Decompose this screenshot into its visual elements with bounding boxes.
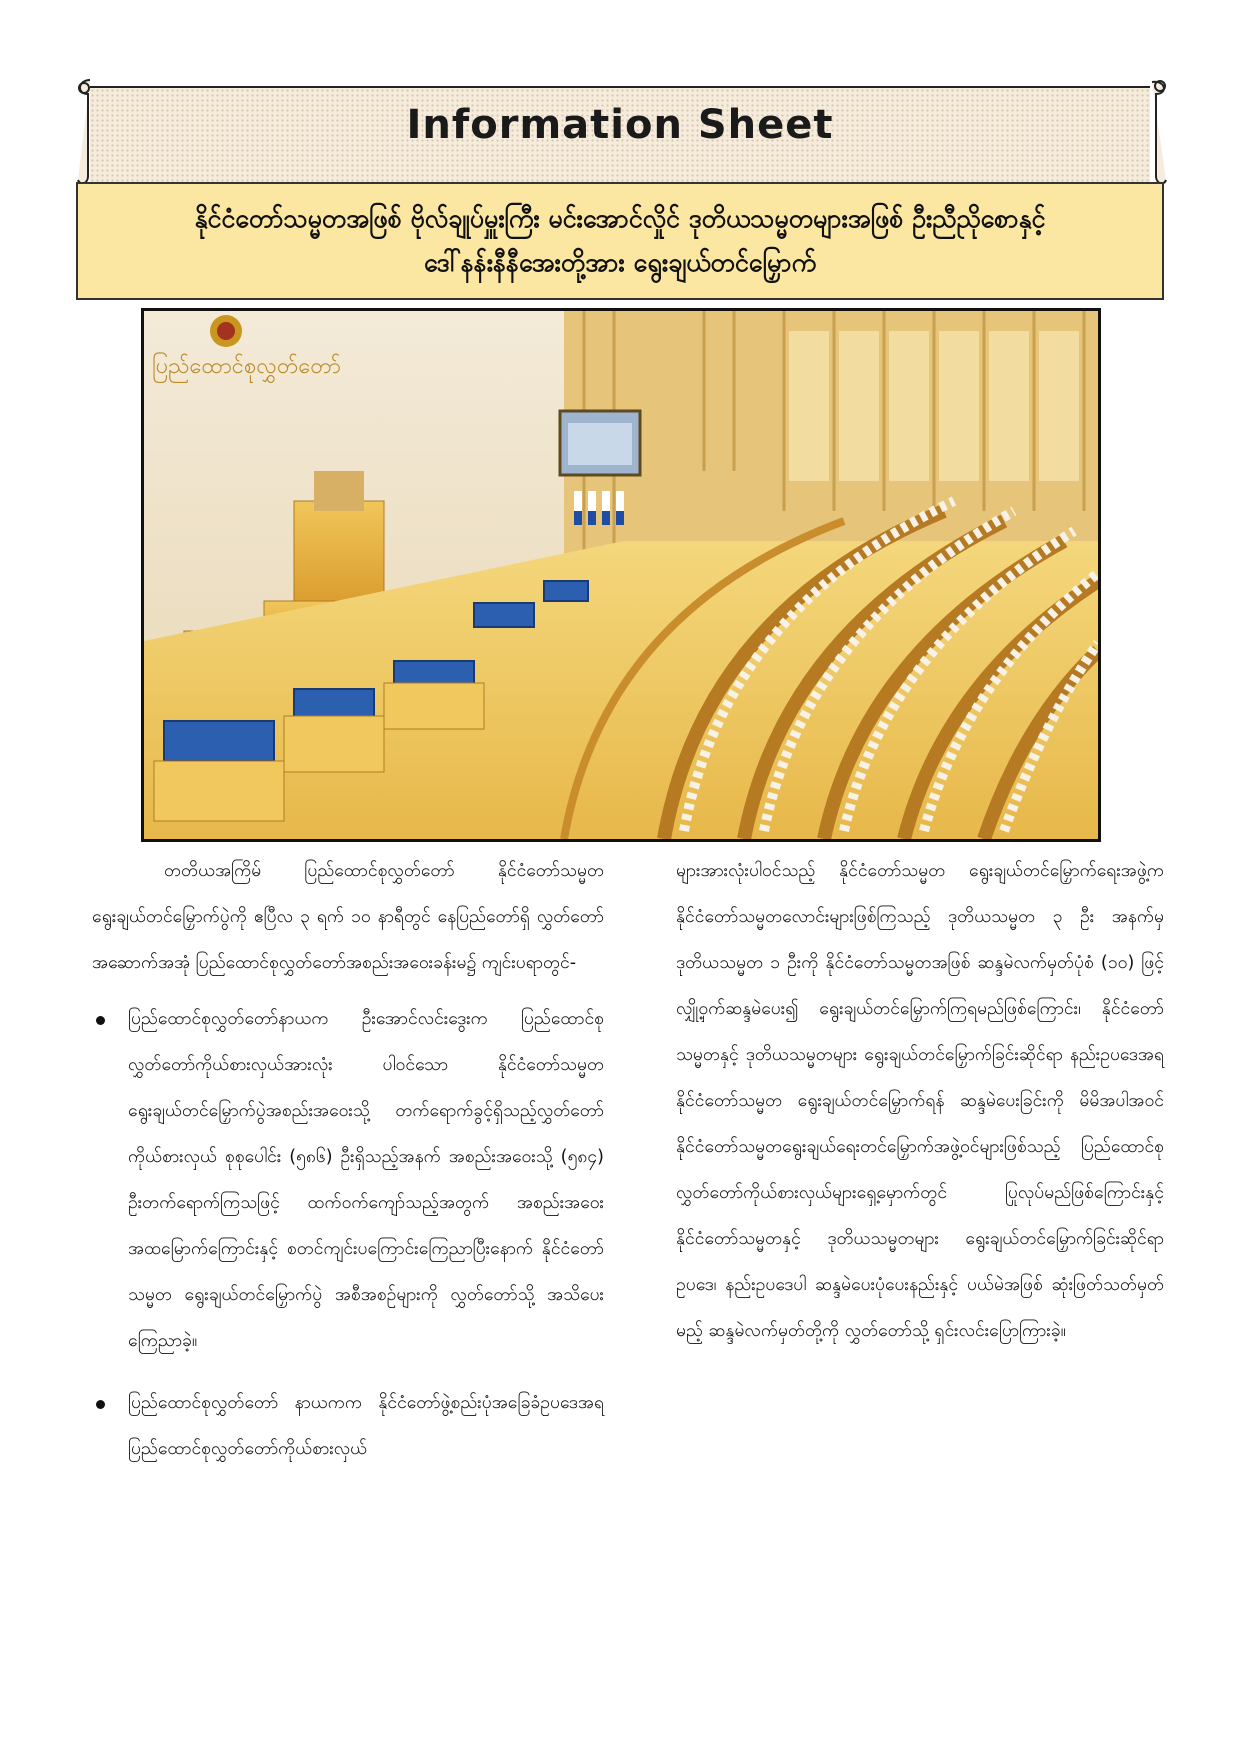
title-banner xyxy=(76,86,1164,186)
right-paragraph: များအားလုံးပါဝင်သည့် နိုင်ငံတော်သမ္မတ ရွေးချယ်တင်မြှောက်ရေးအဖွဲ့က နိုင်ငံတော်သမ္မတလောင်းများဖြစ်ကြသည့် ဒုတိယသမ္မတ ၃ ဦး အနက်မှ ဒုတိယသမ္မတ ၁ ဦးကို နိုင်ငံတော်သမ္မတအဖြစ် ဆန္ဒမဲလက်မှတ်ပုံစံ (၁၀) ဖြင့် လျှို့ဝှက်ဆန္ဒမဲပေး၍ ရွေးချယ်တင်မြှောက်ကြရမည်ဖြစ်ကြောင်း၊ နိုင်ငံတော်သမ္မတနှင့် ဒုတိယသမ္မတများ ရွေးချယ်တင်မြှောက်ခြင်းဆိုင်ရာ နည်းဥပဒေအရ နိုင်ငံတော်သမ္မတ ရွေးချယ်တင်မြှောက်ရန် ဆန္ဒမဲပေးခြင်းကို မိမိအပါအဝင် နိုင်ငံတော်သမ္မတရွေးချယ်ရေးတင်မြှောက်အဖွဲ့ဝင်များဖြစ်သည့် ပြည်ထောင်စုလွှတ်တော်ကိုယ်စားလှယ်များရှေ့မှောက်တွင် ပြုလုပ်မည်ဖြစ်ကြောင်းနှင့် နိုင်ငံတော်သမ္မတနှင့် ဒုတိယသမ္မတများ ရွေးချယ်တင်မြှောက်ခြင်းဆိုင်ရာ ဥပဒေ၊ နည်းဥပဒေပါ ဆန္ဒမဲပေးပုံပေးနည်းနှင့် ပယ်မဲအဖြစ် ဆုံးဖြတ်သတ်မှတ်မည့် ဆန္ဒမဲလက်မှတ်တို့ကို လွှတ်တော်သို့ ရှင်းလင်းပြောကြားခဲ့။ xyxy=(676,861,1164,1341)
bullet-icon xyxy=(96,1016,105,1025)
bullet-text: ပြည်ထောင်စုလွှတ်တော် နာယကက နိုင်ငံတော်ဖွဲ့စည်းပုံအခြေခံဥပဒေအရ ပြည်ထောင်စုလွှတ်တော်ကိုယ်စားလှယ် xyxy=(128,1393,604,1459)
hall-signage: ပြည်ထောင်စုလွှတ်တော် xyxy=(152,354,341,379)
parliament-hall-illustration xyxy=(144,311,1098,839)
list-item xyxy=(92,996,604,1364)
bullet-list xyxy=(92,996,604,1472)
headline-box xyxy=(76,182,1164,300)
bullet-icon xyxy=(96,1400,105,1409)
bullet-text: ပြည်ထောင်စုလွှတ်တော်နာယက ဦးအောင်လင်းဒွေးက ပြည်ထောင်စုလွှတ်တော်ကိုယ်စားလှယ်အားလုံး ပါဝင်သော နိုင်ငံတော်သမ္မတရွေးချယ်တင်မြှောက်ပွဲအစည်းအဝေးသို့ တက်ရောက်ခွင့်ရှိသည့်လွှတ်တော်ကိုယ်စားလှယ် စုစုပေါင်း (၅၈၆) ဦးရှိသည့်အနက် အစည်းအဝေးသို့ (၅၈၄) ဦးတက်ရောက်ကြသဖြင့် ထက်ဝက်ကျော်သည့်အတွက် အစည်းအဝေးအထမြောက်ကြောင်းနှင့် စတင်ကျင်းပကြောင်းကြေညာပြီးနောက် နိုင်ငံတော်သမ္မတ ရွေးချယ်တင်မြှောက်ပွဲ အစီအစဉ်များကို လွှတ်တော်သို့ အသိပေးကြေညာခဲ့။ xyxy=(128,1009,604,1351)
parliament-photo xyxy=(141,308,1101,842)
left-column xyxy=(92,848,604,1488)
headline-line-2: ဒေါ်နန်းနီနီအေးတို့အား ရွေးချယ်တင်မြှောက် xyxy=(423,248,817,277)
page-title: Information Sheet xyxy=(406,102,834,148)
list-item xyxy=(92,1380,604,1472)
right-column xyxy=(676,848,1164,1354)
intro-paragraph: တတိယအကြိမ် ပြည်ထောင်စုလွှတ်တော် နိုင်ငံတော်သမ္မတ ရွေးချယ်တင်မြှောက်ပွဲကို ဧပြီလ ၃ ရက် ၁၀ နာရီတွင် နေပြည်တော်ရှိ လွှတ်တော်အဆောက်အအုံ ပြည်ထောင်စုလွှတ်တော်အစည်းအဝေးခန်းမ၌ ကျင်းပရာတွင်- xyxy=(92,861,604,973)
headline-line-1: နိုင်ငံတော်သမ္မတအဖြစ် ဗိုလ်ချုပ်မှူးကြီး မင်းအောင်လှိုင် ဒုတိယသမ္မတများအဖြစ် ဦးညီညိုစောနှင့် xyxy=(194,204,1046,233)
